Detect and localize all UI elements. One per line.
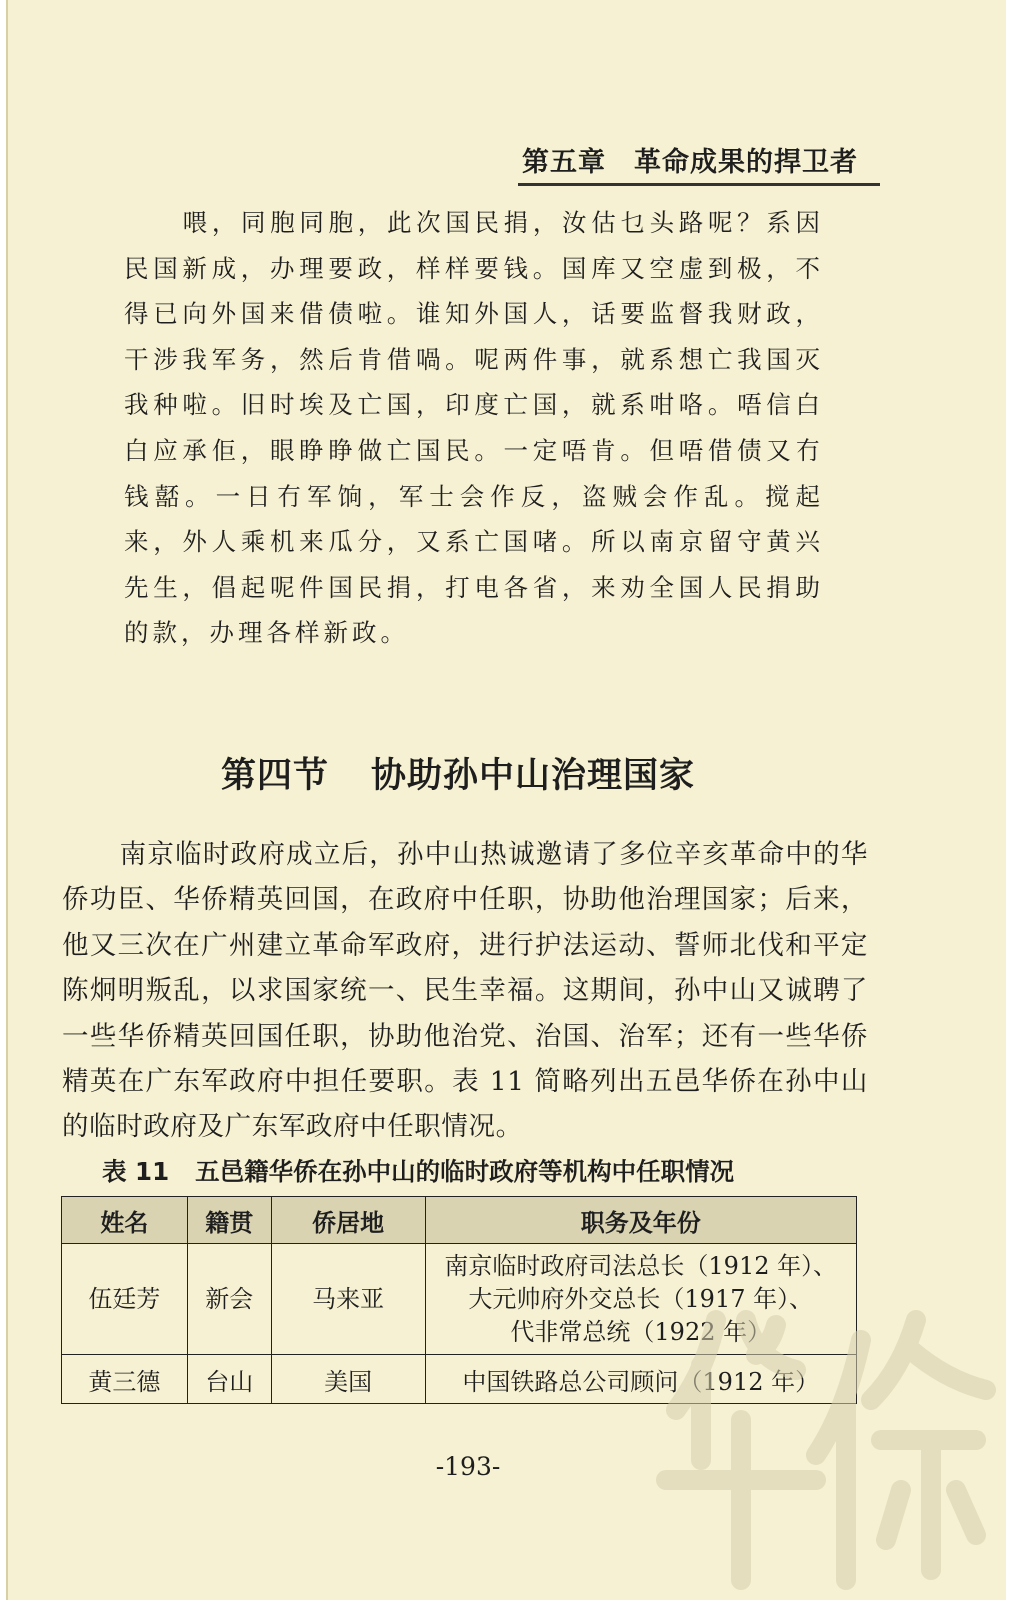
cell-name: 黄三德: [62, 1355, 188, 1404]
header-origin: 籍贯: [187, 1197, 271, 1244]
table-caption: [102, 1153, 862, 1188]
cell-origin: 新会: [187, 1244, 271, 1355]
running-header: [522, 140, 872, 179]
table-caption-label: 表 11: [102, 1157, 170, 1186]
table-header-row: [62, 1197, 857, 1244]
cell-name: 伍廷芳: [62, 1244, 188, 1355]
chapter-title: 革命成果的捍卫者: [634, 147, 858, 178]
quoted-speech: [124, 200, 824, 656]
cell-origin: 台山: [187, 1355, 271, 1404]
cell-residence: 马来亚: [271, 1244, 425, 1355]
role-entry: 大元帅府外交总长（1917 年）、: [468, 1284, 814, 1313]
table-caption-text: 五邑籍华侨在孙中山的临时政府等机构中任职情况: [195, 1157, 735, 1186]
chapter-number: 第五章: [522, 147, 606, 178]
header-rule: [518, 183, 880, 186]
section-number: 第四节: [221, 755, 330, 796]
cell-residence: 美国: [271, 1355, 425, 1404]
header-roles: 职务及年份: [425, 1197, 856, 1244]
header-name: 姓名: [62, 1197, 188, 1244]
body-paragraph: [62, 832, 868, 1150]
role-entry: 代非常总统（1922 年）: [510, 1317, 772, 1346]
role-entry: 南京临时政府司法总长（1912 年）、: [444, 1251, 838, 1280]
quoted-speech-text: 喂，同胞同胞，此次国民捐，汝估乜头路呢？系因民国新成，办理要政，样样要钱。国库又空虚到极，不得已向外国来借债啦。谁知外国人，话要监督我财政，干涉我军务，然后肯借喎。呢两件事，就系想亡我国灭我种啦。旧时埃及亡国，印度亡国，就系咁咯。唔信白白应承佢，眼睁睁做亡国民。一定唔肯。但唔借债又冇钱嚭。一日冇军饷，军士会作反，盗贼会作乱。搅起来，外人乘机来瓜分，又系亡国啫。所以南京留守黄兴先生，倡起呢件国民捐，打电各省，来劝全国人民捐助的款，办理各样新政。: [124, 208, 824, 648]
section-heading: [221, 748, 821, 798]
page-number: -193-: [435, 1452, 501, 1481]
section-title-text: 协助孙中山治理国家: [371, 755, 696, 796]
role-entry: 中国铁路总公司顾问（1912 年）: [462, 1367, 820, 1396]
page-edge: [6, 0, 8, 1600]
watermark-logo: [646, 1280, 1006, 1600]
header-residence: 侨居地: [271, 1197, 425, 1244]
book-page: [6, 0, 1006, 1600]
body-paragraph-text: 南京临时政府成立后，孙中山热诚邀请了多位辛亥革命中的华侨功臣、华侨精英回国，在政府中任职，协助他治理国家；后来，他又三次在广州建立革命军政府，进行护法运动、誓师北伐和平定陈炯明叛乱，以求国家统一、民生幸福。这期间，孙中山又诚聘了一些华侨精英回国任职，协助他治党、治国、治军；还有一些华侨精英在广东军政府中担任要职。表 11 简略列出五邑华侨在孙中山的临时政府及广东军政府中任职情况。: [62, 839, 868, 1143]
